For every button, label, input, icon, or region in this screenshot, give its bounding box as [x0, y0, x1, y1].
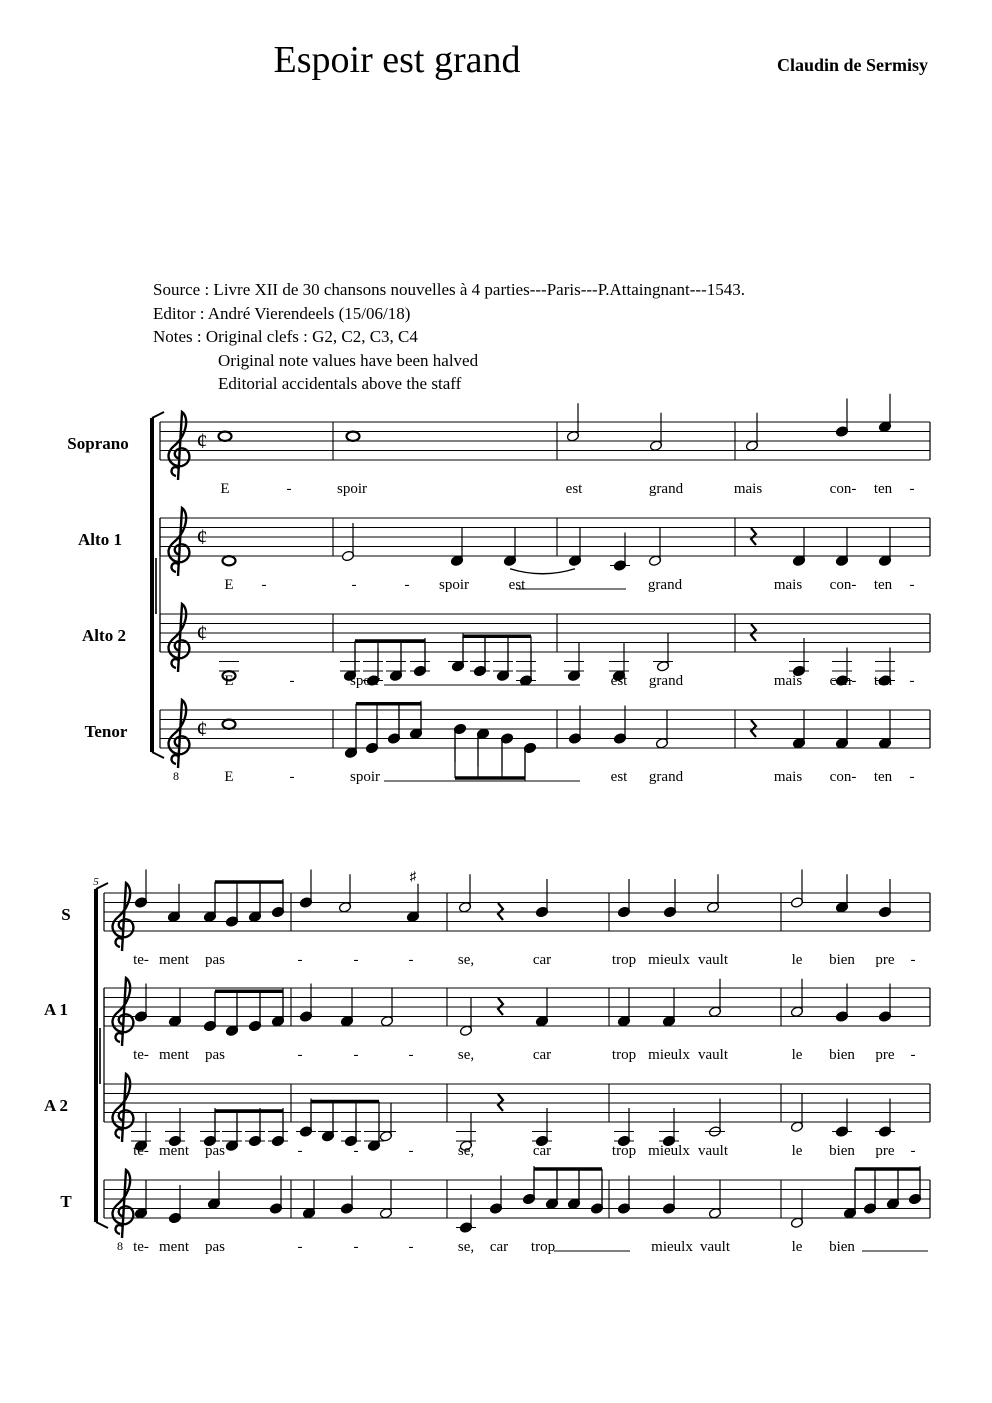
lyric-syllable: se, — [457, 1143, 475, 1159]
lyric-syllable: pre — [875, 1047, 895, 1063]
lyric-syllable: ten — [873, 769, 893, 785]
tie — [510, 569, 575, 574]
lyric-syllable: est — [610, 673, 628, 689]
lyric-syllable: - — [289, 769, 295, 785]
lyric-syllable: con- — [829, 577, 857, 593]
lyric-syllable: trop — [611, 952, 637, 968]
lyric-syllable: pas — [205, 952, 225, 968]
lyric-syllable: bien — [829, 1239, 855, 1255]
lyric-syllable: trop — [611, 1143, 637, 1159]
staff-label: Tenor — [84, 722, 128, 741]
lyric-syllable: trop — [611, 1047, 637, 1063]
lyric-syllable: grand — [648, 769, 684, 785]
lyric-syllable: bien — [829, 1143, 855, 1159]
lyric-syllable: est — [610, 769, 628, 785]
whole-note — [223, 556, 236, 565]
lyric-syllable: car — [489, 1239, 509, 1255]
staff-2-1 — [104, 870, 930, 932]
lyric-syllable: pre — [875, 1143, 895, 1159]
staff-1-3 — [160, 614, 930, 686]
lyric-syllable: ment — [159, 1239, 189, 1255]
lyric-syllable: - — [297, 1143, 303, 1159]
lyric-syllable: spoir — [350, 769, 380, 785]
system-1 — [152, 412, 164, 758]
lyric-syllable: E — [224, 769, 234, 785]
lyric-syllable: te- — [133, 952, 149, 968]
lyric-syllable: bien — [829, 1047, 855, 1063]
staff-1-4 — [160, 701, 930, 781]
lyric-syllable: car — [532, 1047, 552, 1063]
lyric-syllable: - — [286, 481, 292, 497]
system-2 — [96, 883, 108, 1228]
octave-mark: 8 — [173, 769, 179, 783]
lyric-syllable: spoir — [439, 577, 469, 593]
time-signature: ¢ — [196, 524, 208, 549]
notes-line: Notes : Original clefs : G2, C2, C3, C4 — [153, 327, 418, 346]
lyric-syllable: le — [791, 1047, 803, 1063]
lyric-syllable: ment — [159, 1047, 189, 1063]
lyric-syllable: - — [297, 1047, 303, 1063]
lyric-syllable: - — [909, 673, 915, 689]
lyric-syllable: - — [910, 952, 916, 968]
lyric-syllable: vault — [698, 1143, 728, 1159]
lyric-syllable: car — [532, 952, 552, 968]
lyric-syllable: spoir — [350, 673, 380, 689]
lyric-syllable: te- — [133, 1239, 149, 1255]
staff-label: T — [60, 1192, 72, 1211]
lyric-syllable: - — [408, 1143, 414, 1159]
lyric-syllable: - — [910, 1143, 916, 1159]
lyric-syllable: grand — [648, 481, 684, 497]
system-bracket-bottom — [152, 752, 164, 758]
lyric-syllable: mais — [733, 481, 763, 497]
lyric-syllable: ten — [873, 481, 893, 497]
lyric-syllable: - — [297, 1239, 303, 1255]
lyric-syllable: mieulx — [651, 1239, 693, 1255]
lyric-syllable: ten — [873, 673, 893, 689]
page-title: Espoir est grand — [273, 39, 521, 81]
editorial-sharp: ♯ — [409, 868, 417, 884]
lyric-syllable: - — [353, 1143, 359, 1159]
notes-line-3: Editorial accidentals above the staff — [218, 374, 462, 393]
whole-note — [219, 432, 232, 441]
lyric-syllable: grand — [648, 673, 684, 689]
staff-1-1 — [160, 394, 930, 460]
staff-label: Soprano — [67, 434, 129, 453]
system-bracket-bottom — [96, 1222, 108, 1228]
lyric-syllable: - — [909, 577, 915, 593]
lyric-syllable: mieulx — [648, 1143, 690, 1159]
lyric-syllable: pas — [205, 1239, 225, 1255]
time-signature: ¢ — [196, 620, 208, 645]
lyric-syllable: spoir — [337, 481, 367, 497]
staff-1-2 — [160, 518, 930, 589]
staff-label: Alto 2 — [82, 626, 126, 645]
lyric-syllable: E — [220, 481, 230, 497]
lyric-syllable: E — [224, 577, 234, 593]
lyric-syllable: - — [910, 1047, 916, 1063]
lyric-syllable: ten — [873, 577, 893, 593]
lyric-syllable: vault — [698, 1047, 728, 1063]
notes-line-2: Original note values have been halved — [218, 350, 479, 370]
lyric-syllable: E — [224, 673, 234, 689]
lyric-syllable: pas — [205, 1143, 225, 1159]
lyric-syllable: mais — [773, 769, 803, 785]
lyric-syllable: te- — [133, 1047, 149, 1063]
lyric-syllable: mieulx — [648, 1047, 690, 1063]
lyric-syllable: trop — [530, 1239, 556, 1255]
lyric-syllable: pre — [875, 952, 895, 968]
lyric-syllable: pas — [205, 1047, 225, 1063]
lyric-syllable: - — [408, 952, 414, 968]
lyric-syllable: bien — [829, 952, 855, 968]
editor-line: Editor : André Vierendeels (15/06/18) — [153, 303, 411, 323]
measure-number: 5 — [93, 876, 99, 888]
lyric-syllable: - — [297, 952, 303, 968]
whole-note — [223, 720, 236, 729]
staff-label: A 2 — [43, 1096, 69, 1115]
lyric-syllable: - — [353, 1239, 359, 1255]
lyric-syllable: con- — [829, 769, 857, 785]
lyric-syllable: - — [909, 481, 915, 497]
lyric-syllable: se, — [457, 1239, 475, 1255]
lyric-syllable: le — [791, 952, 803, 968]
lyric-syllable: con- — [829, 673, 857, 689]
lyric-syllable: - — [289, 673, 295, 689]
lyric-syllable: est — [565, 481, 583, 497]
lyric-syllable: - — [408, 1047, 414, 1063]
lyric-syllable: - — [404, 577, 410, 593]
lyric-syllable: con- — [829, 481, 857, 497]
lyric-syllable: le — [791, 1239, 803, 1255]
time-signature: ¢ — [196, 428, 208, 453]
lyric-syllable: mais — [773, 577, 803, 593]
lyric-syllable: se, — [457, 1047, 475, 1063]
composer-name: Claudin de Sermisy — [776, 55, 928, 75]
lyric-syllable: - — [353, 952, 359, 968]
lyric-syllable: - — [261, 577, 267, 593]
lyric-syllable: - — [353, 1047, 359, 1063]
lyric-syllable: vault — [700, 1239, 730, 1255]
time-signature: ¢ — [196, 716, 208, 741]
lyric-syllable: ment — [159, 952, 189, 968]
staff-label: S — [61, 905, 71, 924]
lyric-syllable: mieulx — [648, 952, 690, 968]
system-bracket-top — [152, 412, 164, 418]
lyric-syllable: vault — [698, 952, 728, 968]
lyric-syllable: est — [508, 577, 526, 593]
lyric-syllable: ment — [159, 1143, 189, 1159]
lyric-syllable: car — [532, 1143, 552, 1159]
lyric-syllable: te- — [133, 1143, 149, 1159]
staff-2-3 — [104, 1084, 930, 1152]
lyric-syllable: se, — [457, 952, 475, 968]
whole-note — [347, 432, 360, 441]
octave-mark: 8 — [117, 1239, 123, 1253]
lyric-syllable: le — [791, 1143, 803, 1159]
lyric-syllable: mais — [773, 673, 803, 689]
lyric-syllable: - — [351, 577, 357, 593]
staff-2-4 — [104, 1166, 930, 1251]
staff-label: A 1 — [43, 1000, 69, 1019]
source-line: Source : Livre XII de 30 chansons nouvelles à 4 parties---Paris---P.Attaingnant---1543. — [153, 280, 746, 299]
staff-label: Alto 1 — [78, 530, 122, 549]
lyric-syllable: - — [408, 1239, 414, 1255]
lyric-syllable: grand — [647, 577, 683, 593]
lyric-syllable: - — [909, 769, 915, 785]
staff-2-2 — [104, 979, 930, 1037]
